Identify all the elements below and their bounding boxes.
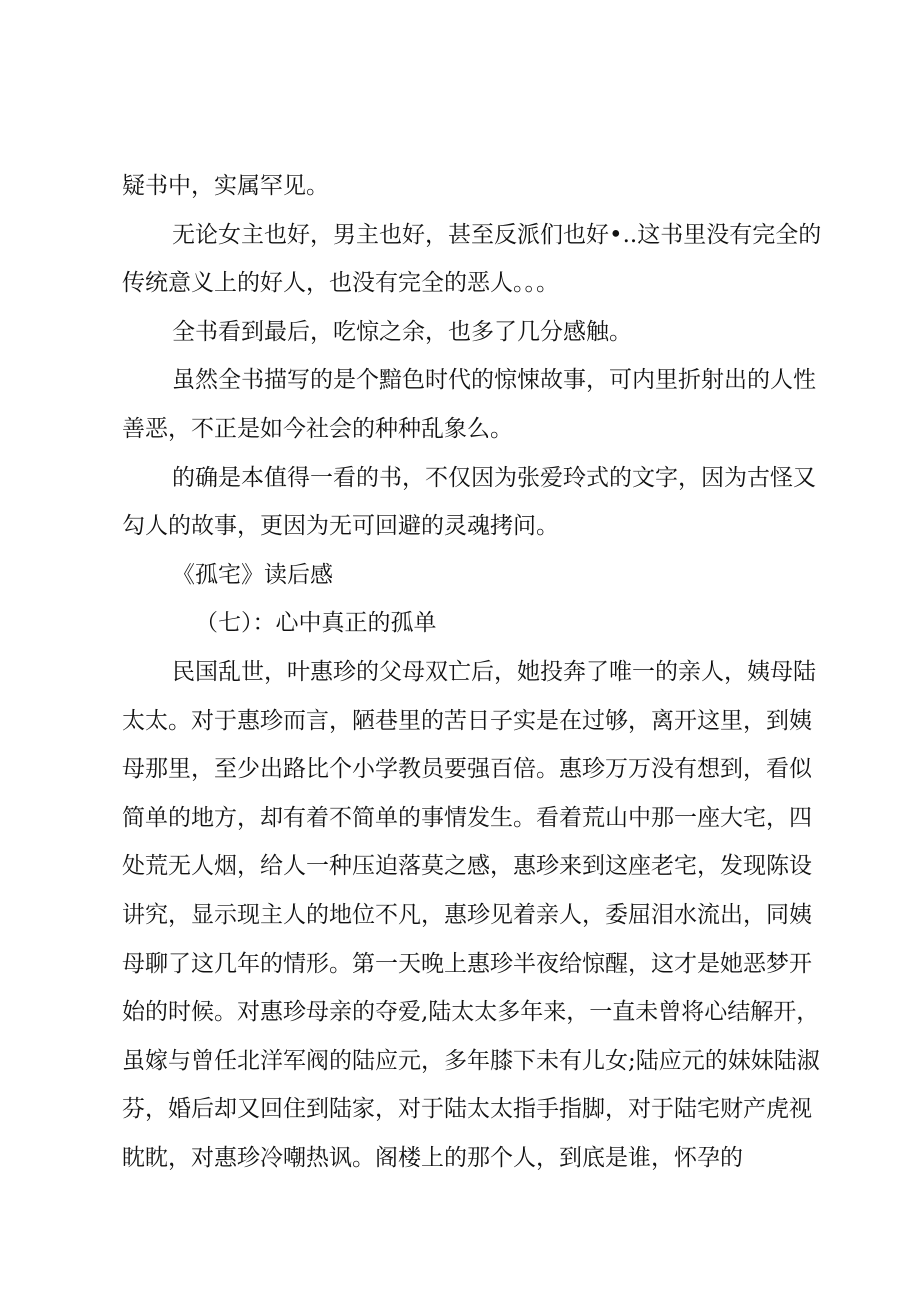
body-text	[122, 162, 822, 1182]
paragraph-characters: 无论女主也好，男主也好，甚至反派们也好•..这书里没有完全的传统意义上的好人，也没有完全的恶人。。。	[122, 221, 822, 297]
paragraph-continuation: 疑书中，实属罕见。	[122, 173, 329, 199]
paragraph-recommendation: 的确是本值得一看的书，不仅因为张爱玲式的文字，因为古怪又勾人的故事，更因为无可回避的灵魂拷问。	[122, 464, 816, 540]
section-title: 《孤宅》读后感	[172, 561, 333, 588]
paragraph-ending: 全书看到最后，吃惊之余，也多了几分感触。	[172, 318, 632, 345]
paragraph-reflection: 虽然全书描写的是个黯色时代的惊悚故事，可内里折射出的人性善恶，不正是如今社会的种种乱象么。	[122, 367, 816, 442]
paragraph-summary: 民国乱世，叶惠珍的父母双亡后，她投奔了唯一的亲人，姨母陆太太。对于惠珍而言，陋巷里的苦日子实是在过够，离开这里，到姨母那里，至少出路比个小学教员要强百倍。惠珍万万没有想到，看似简单的地方，却有着不简单的事情发生。看着荒山中那一座大宅，四处荒无人烟，给人一种压迫落莫之感，惠珍来到这座老宅，发现陈设讲究，显示现主人的地位不凡，惠珍见着亲人，委屈泪水流出，同姨母聊了这几年的情形。第一天晚上惠珍半夜给惊醒，这才是她恶梦开始的时候。对惠珍母亲的夺爱,陆太太多年来，一直未曾将心结解开，虽嫁与曾任北洋军阀的陆应元，多年膝下未有儿女;陆应元的妹妹陆淑芬，婚后却又回住到陆家，对于陆太太指手指脚，对于陆宅财产虎视眈眈，对惠珍冷嘲热讽。阁楼上的那个人，到底是谁，怀孕的	[122, 658, 820, 1171]
section-subtitle: （七）：心中真正的孤单	[195, 610, 437, 637]
